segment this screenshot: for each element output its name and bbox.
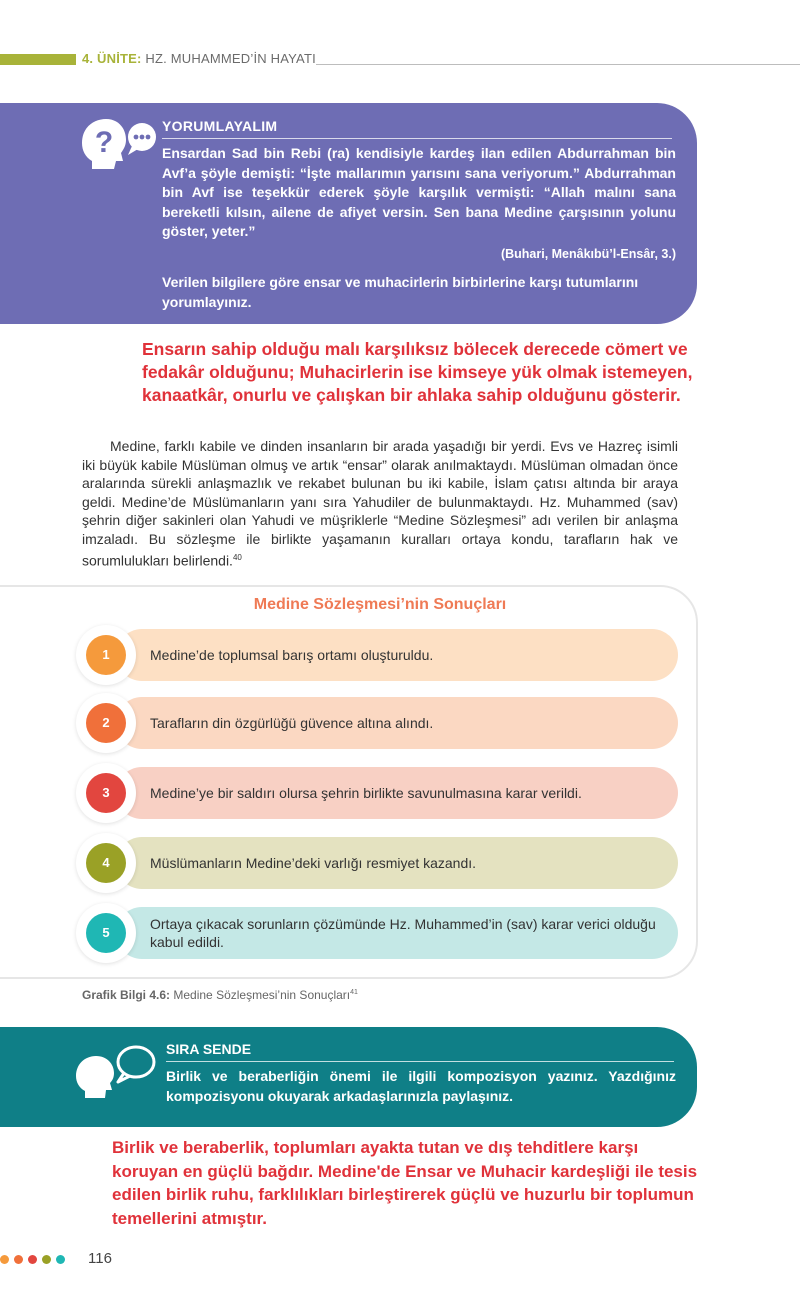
paragraph-text: Medine, farklı kabile ve dinden insanların bir arada yaşadığı bir yerdi. Evs ve Hazreç isimli iki büyük kabile Müslüman olmuş ve artık “ensar” olarak anılmaktaydı. Müslüman olmadan önce aralarında sürekli anlaşmazlık ve rekabet bulunan bu iki kabile, İslam çatısı altında bir araya geldi. Medine’de Müslümanların yanı sıra Yahudiler de bulunmaktaydı. Hz. Muhammed (sav) şehrin diğer sakinleri olan Yahudi ve müşriklerle “Medine Sözleşmesi” adı verilen bir anlaşma imzaladı. Bu sözleşme ile birlikte yaşamanın kuralları ortaya kondu, tarafların hak ve sorumlulukları belirlendi. bbox=[82, 438, 678, 569]
result-text: Müslümanların Medine’deki varlığı resmiyet kazandı. bbox=[150, 855, 477, 871]
question-head-icon bbox=[76, 115, 158, 171]
footnote-ref: 40 bbox=[232, 552, 242, 562]
your-turn-divider bbox=[166, 1061, 674, 1062]
body-paragraph bbox=[82, 437, 678, 570]
interpret-quote: Ensardan Sad bin Rebi (ra) kendisiyle kardeş ilan edilen Abdurrahman bin Avf’a şöyle demişti: “İşte mallarımın yarısını sana veriyorum.” Abdurrahman bin Avf ise teşekkür ederek şöyle karşılık vermişti: “Allah malını sana bereketli kılsın, ailene de afiyet versin. Sen bana Medine çarşısının yolunu göster, yeter.” bbox=[162, 145, 676, 239]
caption-text: Medine Sözleşmesi’nin Sonuçları bbox=[173, 988, 351, 1002]
footer-dot bbox=[42, 1255, 51, 1264]
result-item bbox=[86, 629, 678, 681]
footer-dot bbox=[28, 1255, 37, 1264]
result-number: 2 bbox=[86, 703, 126, 743]
result-item bbox=[86, 697, 678, 749]
caption-label: Grafik Bilgi 4.6: bbox=[82, 988, 171, 1002]
result-text: Tarafların din özgürlüğü güvence altına alındı. bbox=[150, 715, 434, 731]
figure-caption bbox=[82, 988, 358, 1002]
result-text: Ortaya çıkacak sorunların çözümünde Hz. Muhammed’in (sav) karar verici olduğu kabul edildi. bbox=[150, 916, 656, 950]
result-item bbox=[86, 907, 678, 959]
your-turn-title: SIRA SENDE bbox=[166, 1041, 252, 1057]
unit-title: HZ. MUHAMMED’İN HAYATI bbox=[145, 51, 316, 66]
unit-label: 4. ÜNİTE: bbox=[82, 51, 142, 66]
unit-header bbox=[82, 51, 316, 66]
interpret-question: Verilen bilgilere göre ensar ve muhacirlerin birbirlerine karşı tutumlarını yorumlayınız. bbox=[162, 274, 639, 310]
result-number: 1 bbox=[86, 635, 126, 675]
result-text: Medine’de toplumsal barış ortamı oluşturuldu. bbox=[150, 647, 434, 663]
interpret-divider bbox=[162, 138, 672, 139]
result-number: 3 bbox=[86, 773, 126, 813]
result-number: 5 bbox=[86, 913, 126, 953]
header-accent-bar bbox=[0, 54, 76, 65]
result-text: Medine’ye bir saldırı olursa şehrin birlikte savunulmasına karar verildi. bbox=[150, 785, 582, 801]
result-number: 4 bbox=[86, 843, 126, 883]
results-title: Medine Sözleşmesi’nin Sonuçları bbox=[253, 596, 507, 613]
result-item bbox=[86, 837, 678, 889]
answer-text-1: Ensarın sahip olduğu malı karşılıksız bölecek derecede cömert ve fedakâr olduğunu; Muhacirlerin ise kimseye yük olmak istemeyen, kanaatkâr, onurlu ve çalışkan bir ahlaka sahip olduğunu gösterir. bbox=[142, 339, 693, 405]
speech-head-icon bbox=[70, 1040, 160, 1104]
your-turn-text: Birlik ve beraberliğin önemi ile ilgili kompozisyon yazınız. Yazdığınız kompozisyonu okuyarak arkadaşlarınızla paylaşınız. bbox=[166, 1068, 676, 1104]
interpret-source: (Buhari, Menâkıbü’l-Ensâr, 3.) bbox=[500, 247, 676, 261]
footer-dot bbox=[0, 1255, 9, 1264]
header-divider bbox=[316, 64, 800, 65]
footer-dot bbox=[14, 1255, 23, 1264]
caption-footnote: 41 bbox=[350, 989, 358, 996]
result-item bbox=[86, 767, 678, 819]
interpret-title: YORUMLAYALIM bbox=[162, 118, 278, 134]
svg-text:?: ? bbox=[94, 126, 114, 159]
answer-text-2: Birlik ve beraberlik, toplumları ayakta tutan ve dış tehditlere karşı koruyan en güçlü bağdır. Medine'de Ensar ve Muhacir kardeşliği ile tesis edilen birlik ruhu, farklılıkları birleştirerek güçlü ve huzurlu bir toplumun temellerini atmıştır. bbox=[112, 1138, 698, 1228]
footer-dot bbox=[56, 1255, 65, 1264]
page-number: 116 bbox=[88, 1250, 112, 1267]
